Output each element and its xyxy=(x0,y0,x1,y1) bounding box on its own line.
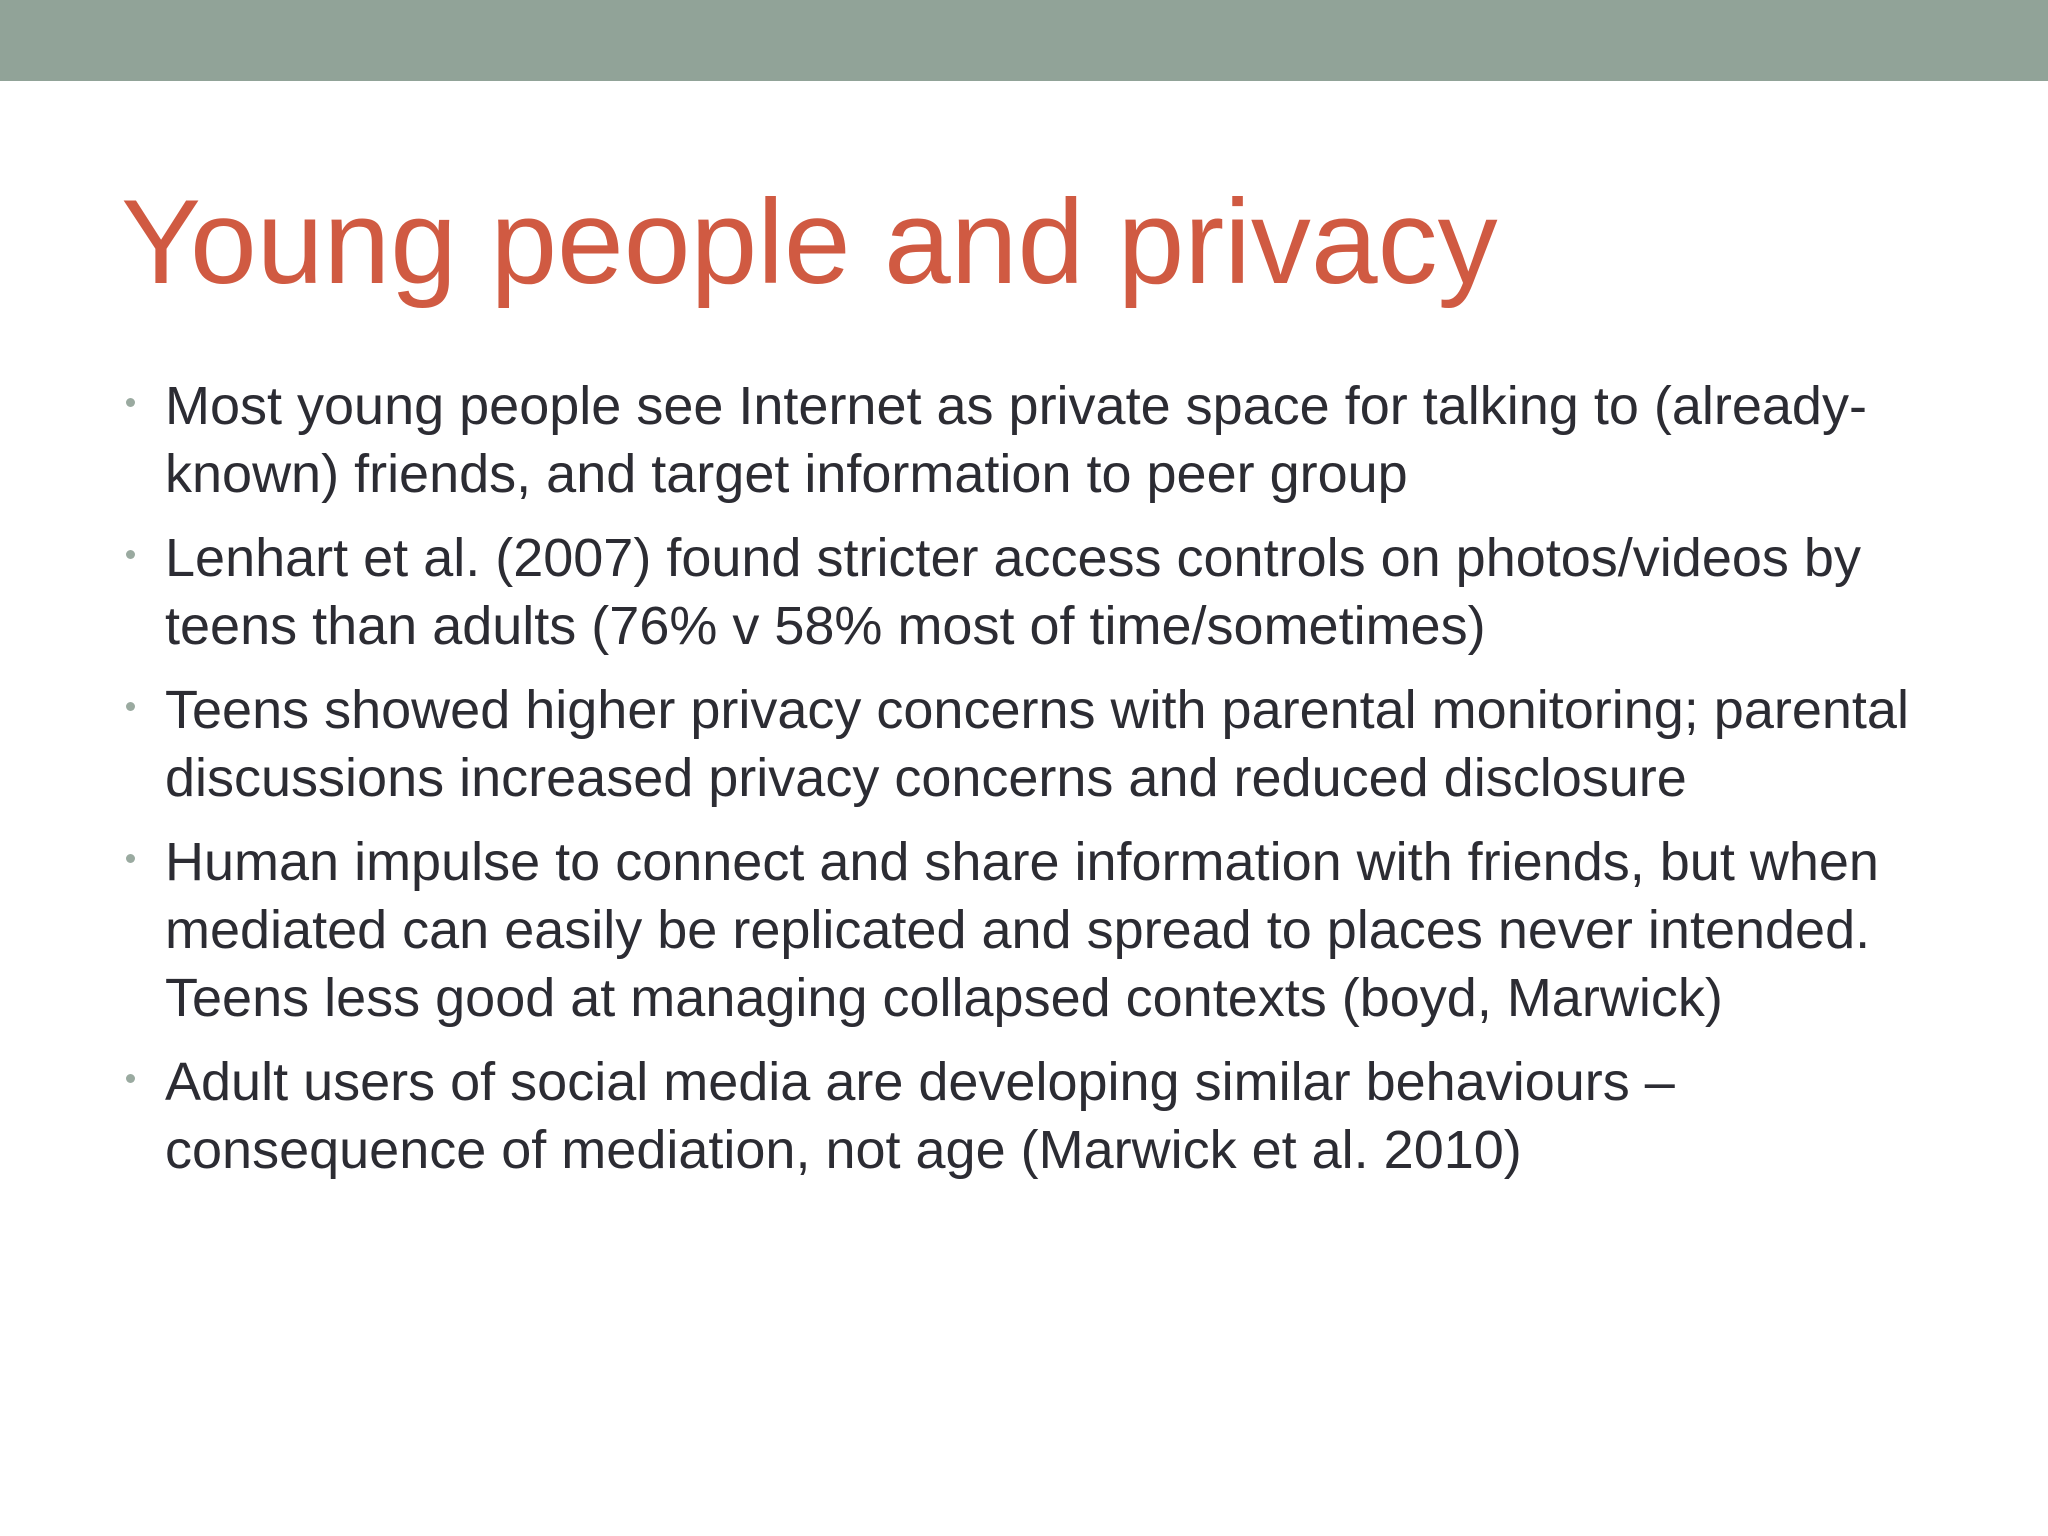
bullet-dot-icon xyxy=(126,854,135,863)
bullet-dot-icon xyxy=(126,398,135,407)
bullet-list xyxy=(121,372,1981,1200)
bullet-dot-icon xyxy=(126,550,135,559)
bullet-text: Teens showed higher privacy concerns with parental monitoring; parental discussions increased privacy concerns and reduced disclosure xyxy=(165,680,1909,808)
bullet-item xyxy=(121,524,1981,660)
bullet-text: Lenhart et al. (2007) found stricter access controls on photos/videos by teens than adults (76% v 58% most of time/sometimes) xyxy=(165,528,1861,656)
header-bar xyxy=(0,0,2048,81)
bullet-item xyxy=(121,1048,1981,1184)
bullet-dot-icon xyxy=(126,1074,135,1083)
bullet-text: Human impulse to connect and share information with friends, but when mediated can easily be replicated and spread to places never intended. Teens less good at managing collapsed contexts (boyd, Marwick) xyxy=(165,832,1879,1028)
slide-title: Young people and privacy xyxy=(121,175,1498,309)
bullet-dot-icon xyxy=(126,702,135,711)
bullet-text: Most young people see Internet as private space for talking to (already-known) friends, and target information to peer group xyxy=(165,376,1867,504)
bullet-text: Adult users of social media are developing similar behaviours – consequence of mediation, not age (Marwick et al. 2010) xyxy=(165,1052,1675,1180)
bullet-item xyxy=(121,676,1981,812)
bullet-item xyxy=(121,372,1981,508)
bullet-item xyxy=(121,828,1981,1032)
